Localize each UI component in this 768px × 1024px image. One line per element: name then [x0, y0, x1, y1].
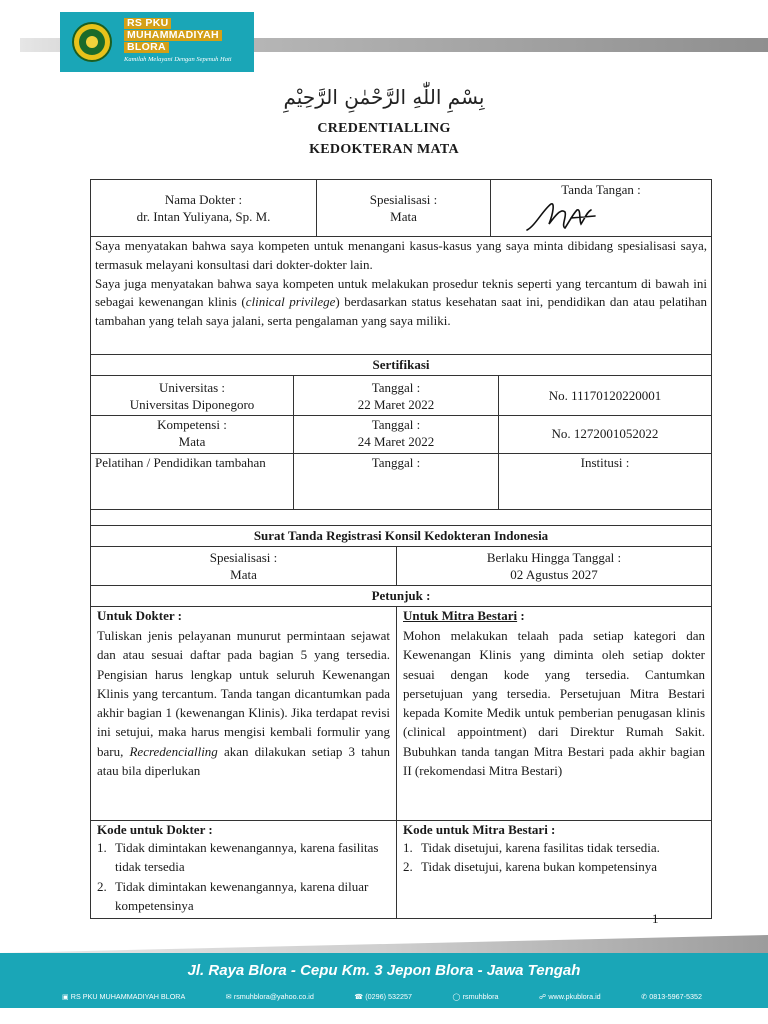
- petunjuk-row: [91, 607, 711, 821]
- list-item: 1. Tidak disetujui, karena fasilitas tidak tersedia.: [403, 840, 660, 855]
- doctor-info-row: [91, 180, 711, 237]
- petunjuk-heading: Petunjuk :: [371, 588, 431, 603]
- page-number: 1: [652, 911, 659, 926]
- signature-image: [525, 200, 597, 234]
- facebook-contact: ▣ RS PKU MUHAMMADIYAH BLORA: [62, 992, 186, 1001]
- pelatihan-row: Pelatihan / Pendidikan tambahan Tanggal : Institusi :: [91, 454, 711, 510]
- untuk-mitra-text: Mohon melakukan telaah pada setiap kategori dan Kewenangan Klinis yang diminta oleh setiap dokter sesuai dengan kode yang tersedia. Cantumkan persetujuan yang tersedia. Persetujuan Mitra Bestari kepada Komite Medik untuk pemberian penugasan klinis (clinical appointment) dari Direktur Rumah Sakit. Bubuhkan tanda tangan Mitra Bestari pada akhir bagian II (rekomendasi Mitra Bestari): [403, 628, 705, 779]
- str-valid-until: 02 Agustus 2027: [510, 567, 598, 582]
- str-specialty-value: Mata: [230, 567, 257, 582]
- hospital-name: RS PKU MUHAMMADIYAH BLORA: [124, 18, 222, 54]
- kompetensi-value: Mata: [178, 434, 206, 449]
- website-contact: ☍ www.pkublora.id: [539, 992, 601, 1001]
- footer-address: Jl. Raya Blora - Cepu Km. 3 Jepon Blora - Jawa Tengah: [187, 962, 581, 979]
- list-item: 2. Tidak dimintakan kewenangannya, karena diluar kompetensinya: [97, 878, 369, 913]
- whatsapp-contact: ✆ 0813-5967-5352: [641, 992, 702, 1001]
- specialty-value: Mata: [390, 209, 417, 224]
- svg-text:بِسْمِ اللّٰهِ الرَّحْمٰنِ الر: بِسْمِ اللّٰهِ الرَّحْمٰنِ الرَّحِيْمِ: [283, 85, 485, 109]
- kompetensi-date: 24 Maret 2022: [357, 434, 435, 449]
- credential-table: [90, 179, 712, 919]
- document-subtitle: KEDOKTERAN MATA: [309, 142, 459, 157]
- universitas-value: Universitas Diponegoro: [129, 397, 255, 412]
- str-heading: Surat Tanda Registrasi Konsil Kedokteran Indonesia: [253, 528, 549, 543]
- footer-contacts: [62, 992, 702, 1001]
- kode-dokter-heading: Kode untuk Dokter :: [97, 822, 213, 837]
- instagram-contact: ◯ rsmuhblora: [452, 992, 499, 1001]
- untuk-dokter-heading: Untuk Dokter :: [97, 608, 182, 623]
- sertifikasi-heading: Sertifikasi: [372, 357, 430, 372]
- universitas-number: No. 11170120220001: [548, 388, 662, 403]
- pelatihan-label: Pelatihan / Pendidikan tambahan: [95, 455, 266, 470]
- universitas-row: Universitas : Universitas Diponegoro Tanggal : 22 Maret 2022 No. 11170120220001: [91, 376, 711, 416]
- list-item: 2. Tidak disetujui, karena bukan kompetensinya: [403, 859, 658, 875]
- universitas-date: 22 Maret 2022: [357, 397, 435, 412]
- str-row: Spesialisasi : Mata Berlaku Hingga Tanggal : 02 Agustus 2027: [91, 547, 711, 586]
- doctor-name-label: Nama Dokter :: [164, 192, 243, 207]
- kode-mitra-list: [397, 838, 711, 877]
- hospital-header: [60, 12, 254, 72]
- statement-row: [91, 237, 711, 355]
- phone-contact: ☎ (0296) 532257: [354, 992, 413, 1001]
- muhammadiyah-logo-icon: [72, 22, 112, 62]
- email-contact: ✉ rsmuhblora@yahoo.co.id: [225, 992, 314, 1001]
- kode-dokter-list: [91, 838, 396, 915]
- doctor-name-value: dr. Intan Yuliyana, Sp. M.: [136, 209, 271, 224]
- untuk-mitra-heading: Untuk Mitra Bestari :: [403, 608, 525, 623]
- kode-row: [91, 821, 711, 918]
- signature-label: Tanda Tangan :: [561, 182, 641, 197]
- footer-gray-stripe: [0, 935, 768, 953]
- document-title: CREDENTIALLING: [317, 121, 451, 136]
- list-item: 1. Tidak dimintakan kewenangannya, karena fasilitas tidak tersedia: [97, 840, 379, 875]
- bismillah-calligraphy: [268, 80, 500, 114]
- kode-mitra-heading: Kode untuk Mitra Bestari :: [403, 822, 556, 837]
- statement-text: Saya menyatakan bahwa saya kompeten untuk menangani kasus-kasus yang saya minta dibidang spesialisasi saya, termasuk melayani konsultasi dari dokter-dokter lain. Saya juga menyatakan bahwa saya kompeten untuk melakukan prosedur teknis seperti yang tercantum di bawah ini sebagai kewenangan klinis (clinical privilege) berdasarkan status kesehatan saat ini, pendidikan dan atau pelatihan tambahan yang telah saya jalani, serta pengalaman yang saya miliki.: [95, 238, 707, 329]
- hospital-tagline: Kamilah Melayani Dengan Sepenuh Hati: [124, 56, 232, 63]
- kompetensi-number: No. 1272001052022: [551, 426, 659, 441]
- untuk-dokter-text: Tuliskan jenis pelayanan munurut permintaan sejawat dan atau sesuai daftar pada bagian 5 yang tersedia. Pengisian harus lengkap untuk seluruh Kewenangan Klinis yang tercantum. Tanda tangan dicantumkan pada akhir bagian 1 (kewenangan Klinis). Jika terdapat revisi ini setujui, maka harus mengisi kembali formulir yang baru, Recredencialling akan dilakukan setiap 3 tahun atau bila diperlukan: [97, 628, 390, 779]
- specialty-label: Spesialisasi :: [369, 192, 438, 207]
- institusi-label: Institusi :: [580, 455, 630, 470]
- kompetensi-row: Kompetensi : Mata Tanggal : 24 Maret 2022 No. 1272001052022: [91, 416, 711, 454]
